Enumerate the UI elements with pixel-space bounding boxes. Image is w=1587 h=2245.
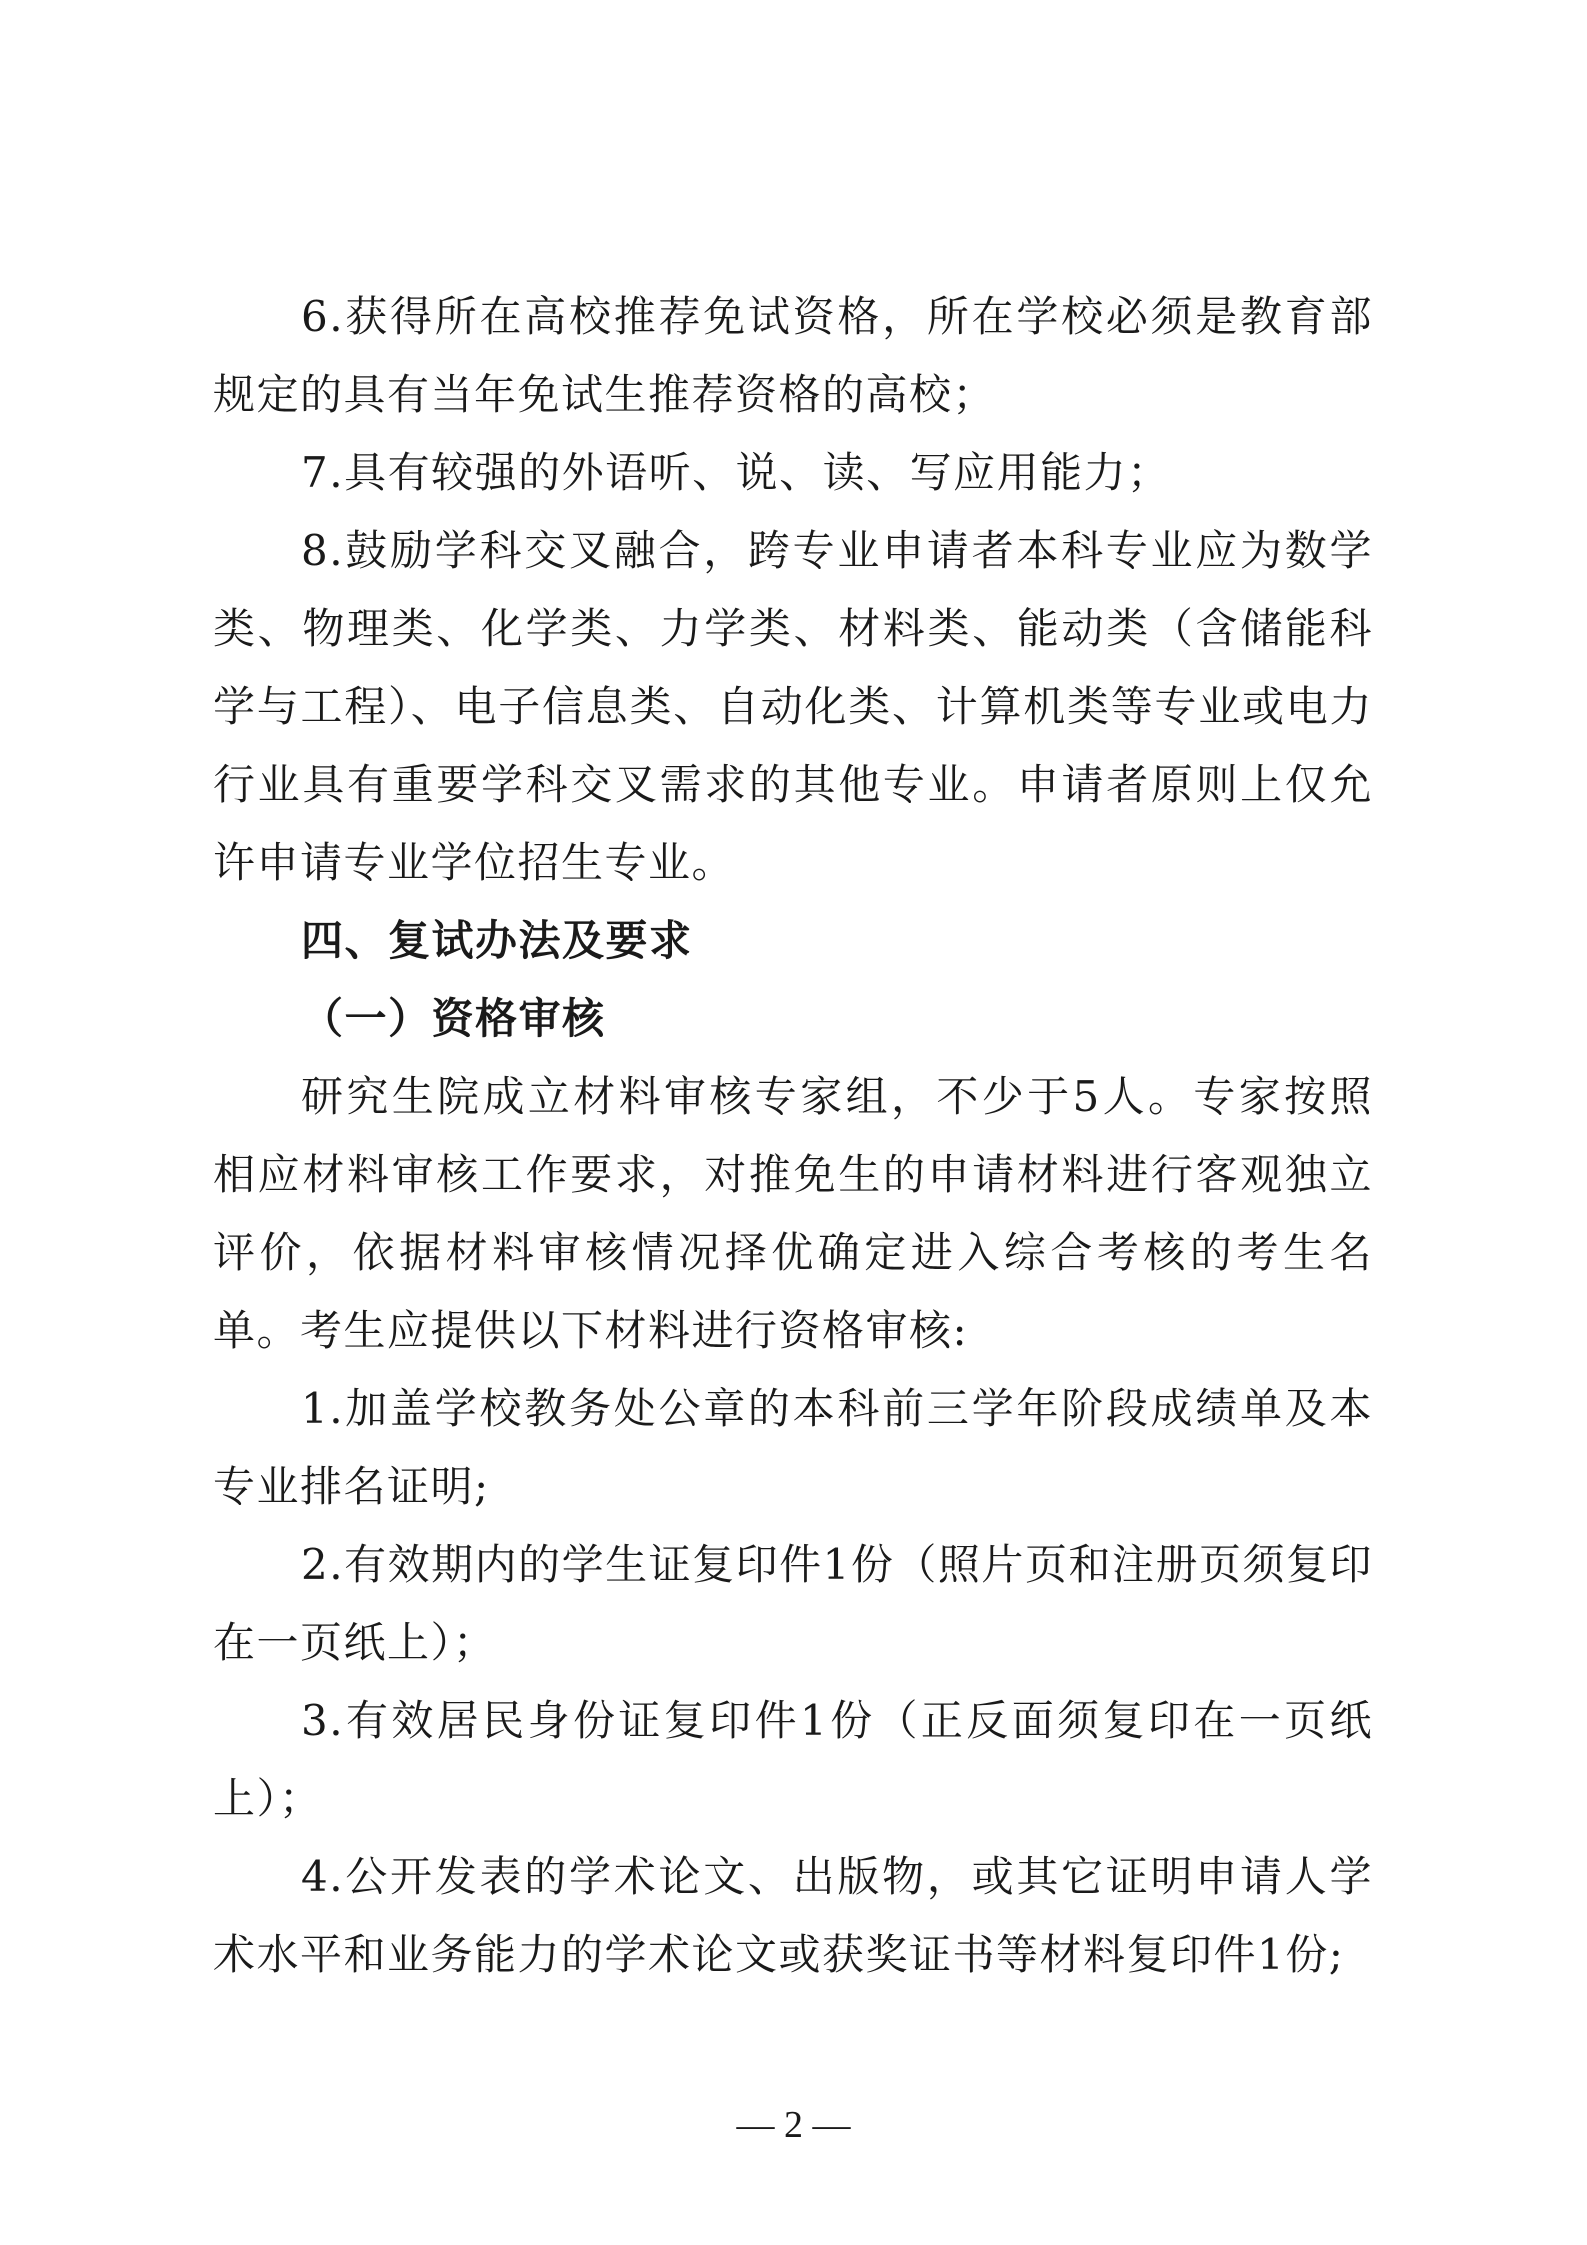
paragraph-item-3: 3.有效居民身份证复印件1份（正反面须复印在一页纸上）； [213, 1696, 1373, 1823]
paragraph-item-2: 2.有效期内的学生证复印件1份（照片页和注册页须复印在一页纸上）； [213, 1540, 1373, 1667]
document-body [213, 278, 1373, 1994]
subsection-heading: （一）资格审核 [301, 994, 606, 1043]
paragraph-intro: 研究生院成立材料审核专家组，不少于5人。专家按照相应材料审核工作要求，对推免生的申请材料进行客观独立评价，依据材料审核情况择优确定进入综合考核的考生名单。考生应提供以下材料进行资格审核: [213, 1072, 1373, 1355]
paragraph-item-7: 7.具有较强的外语听、说、读、写应用能力； [301, 448, 1171, 497]
paragraph-item-6: 6.获得所在高校推荐免试资格，所在学校必须是教育部规定的具有当年免试生推荐资格的高校； [213, 292, 1373, 419]
paragraph-item-1: 1.加盖学校教务处公章的本科前三学年阶段成绩单及本专业排名证明; [213, 1384, 1373, 1511]
paragraph-item-8: 8.鼓励学科交叉融合，跨专业申请者本科专业应为数学类、物理类、化学类、力学类、材料类、能动类（含储能科学与工程）、电子信息类、自动化类、计算机类等专业或电力行业具有重要学科交叉需求的其他专业。申请者原则上仅允许申请专业学位招生专业。 [213, 526, 1373, 887]
paragraph-item-4: 4.公开发表的学术论文、出版物，或其它证明申请人学术水平和业务能力的学术论文或获奖证书等材料复印件1份; [213, 1852, 1373, 1979]
section-heading: 四、复试办法及要求 [301, 916, 693, 965]
page-number: — 2 — [736, 2104, 851, 2146]
